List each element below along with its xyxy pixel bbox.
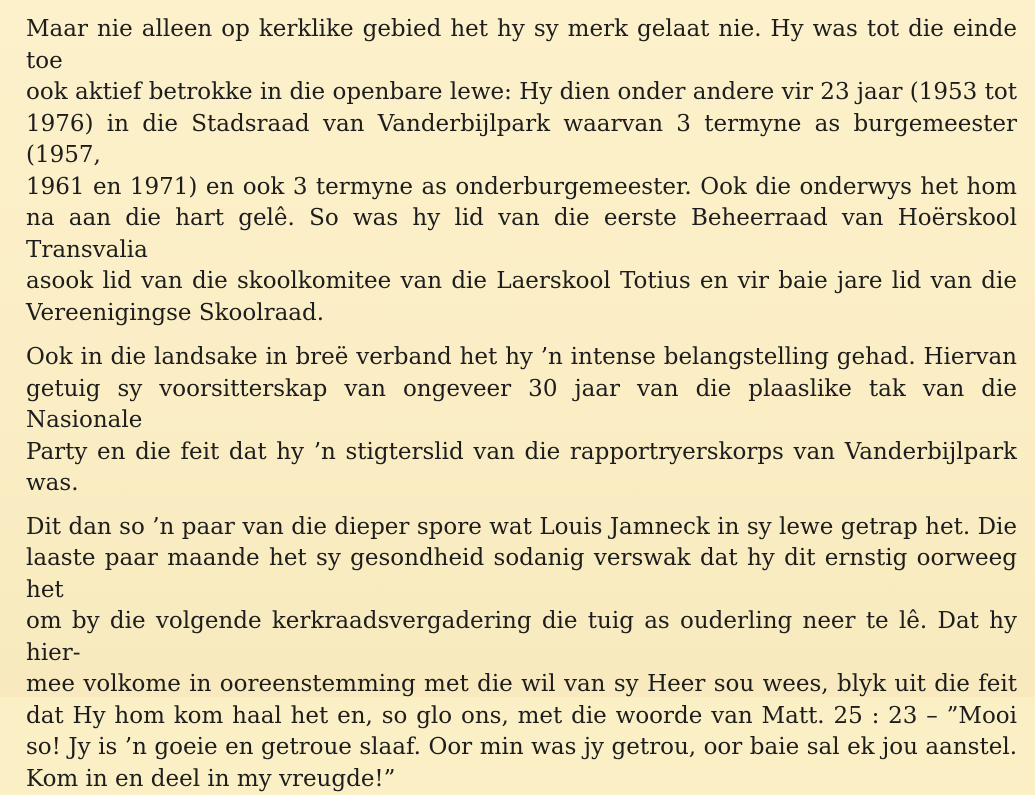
- text-line: om by die volgende kerkraadsvergadering die tuig as ouderling neer te lê. Dat hy hier-: [26, 606, 1017, 669]
- text-line: 1961 en 1971) en ook 3 termyne as onderburgemeester. Ook die onderwys het hom: [26, 172, 1017, 204]
- text-line: Vereenigingse Skoolraad.: [26, 298, 1017, 330]
- text-line: so! Jy is ’n goeie en getroue slaaf. Oor min was jy getrou, oor baie sal ek jou aanstel.: [26, 732, 1017, 764]
- text-line: Maar nie alleen op kerklike gebied het hy sy merk gelaat nie. Hy was tot die einde toe: [26, 14, 1017, 77]
- paragraph-public-life: [26, 14, 1017, 329]
- text-line: na aan die hart gelê. So was hy lid van die eerste Beheerraad van Hoërskool Transvalia: [26, 203, 1017, 266]
- text-line: laaste paar maande het sy gesondheid sodanig verswak dat hy dit ernstig oorweeg het: [26, 543, 1017, 606]
- text-line: dat Hy hom kom haal het en, so glo ons, met die woorde van Matt. 25 : 23 – ”Mooi: [26, 701, 1017, 733]
- paragraph-final-months: [26, 512, 1017, 795]
- text-line: Ook in die landsake in breë verband het hy ’n intense belangstelling gehad. Hiervan: [26, 342, 1017, 374]
- text-line: mee volkome in ooreenstemming met die wil van sy Heer sou wees, blyk uit die feit: [26, 669, 1017, 701]
- paragraph-spacer: [26, 329, 1017, 342]
- text-line: Party en die feit dat hy ’n stigterslid van die rapportryerskorps van Vanderbijlpark: [26, 437, 1017, 469]
- text-line: asook lid van die skoolkomitee van die Laerskool Totius en vir baie jare lid van die: [26, 266, 1017, 298]
- text-line: Kom in en deel in my vreugde!”: [26, 764, 1017, 795]
- text-line: 1976) in die Stadsraad van Vanderbijlpark waarvan 3 termyne as burgemeester (1957,: [26, 109, 1017, 172]
- text-line: was.: [26, 468, 1017, 500]
- paragraph-national-affairs: [26, 342, 1017, 500]
- text-line: ook aktief betrokke in die openbare lewe: Hy dien onder andere vir 23 jaar (1953 tot: [26, 77, 1017, 109]
- text-line: getuig sy voorsitterskap van ongeveer 30 jaar van die plaaslike tak van die Nasionale: [26, 374, 1017, 437]
- text-line: Dit dan so ’n paar van die dieper spore wat Louis Jamneck in sy lewe getrap het. Die: [26, 512, 1017, 544]
- paragraph-spacer: [26, 500, 1017, 512]
